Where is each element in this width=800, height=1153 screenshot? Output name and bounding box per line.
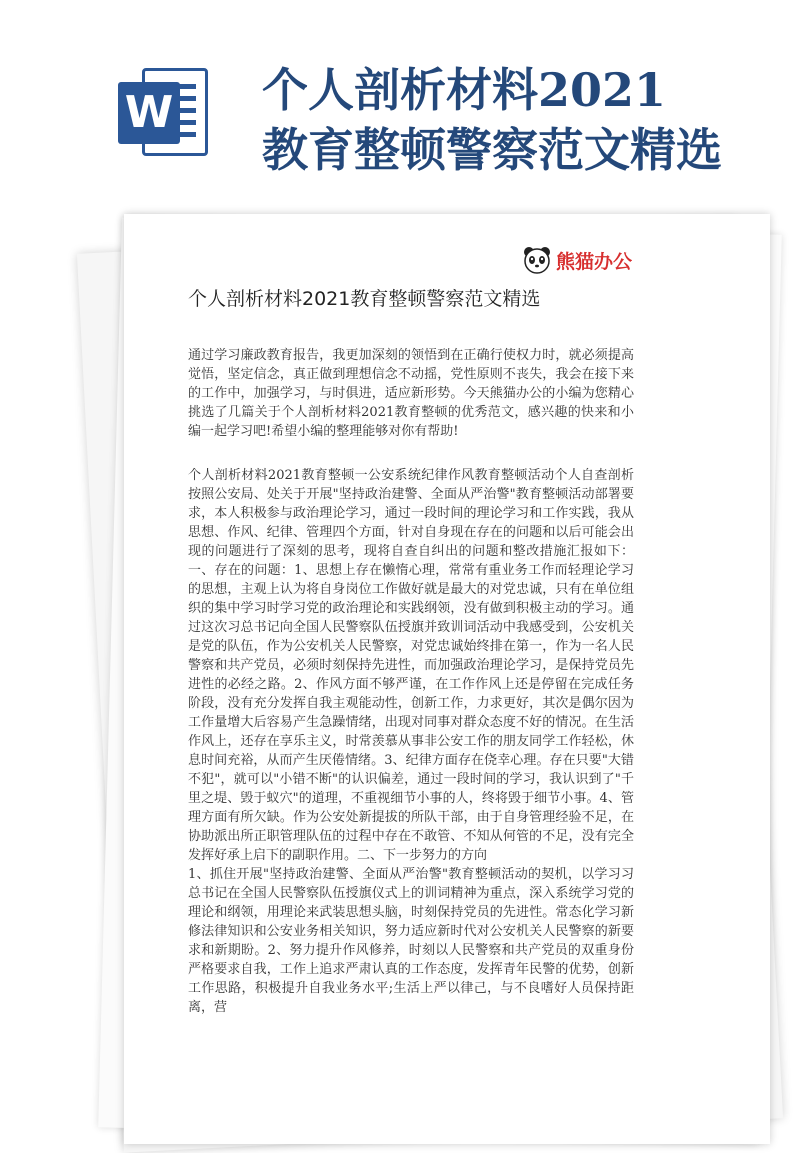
word-w-badge: W <box>118 82 180 144</box>
banner-title <box>262 60 782 180</box>
intro-paragraph: 通过学习廉政教育报告，我更加深刻的领悟到在正确行使权力时，就必须提高觉悟，坚定信念，真正做到理想信念不动摇，党性原则不丧失，我会在接下来的工作中，加强学习，与时俱进，适应新形势。今天熊猫办公的小编为您精心挑选了几篇关于个人剖析材料2021教育整顿的优秀范文，感兴趣的快来和小编一起学习吧!希望小编的整理能够对你有帮助! <box>188 348 634 439</box>
logo-text: 熊猫办公 <box>556 250 633 273</box>
main-body <box>188 466 634 1017</box>
banner-title-line1: 个人剖析材料2021 <box>262 63 667 117</box>
banner-title-line2: 教育整顿警察范文精选 <box>262 123 722 177</box>
banner <box>0 0 800 200</box>
document-title: 个人剖析材料2021教育整顿警察范文精选 <box>188 288 541 310</box>
body-paragraph-2: 1、抓住开展"坚持政治建警、全面从严治警"教育整顿活动的契机，以学习习总书记在全国人民警察队伍授旗仪式上的训词精神为重点，深入系统学习党的理论和纲领，用理论来武装思想头脑，时刻保持党员的先进性。常态化学习新修法律知识和公安业务相关知识，努力适应新时代对公安机关人民警察的新要求和新期盼。2、努力提升作风修养，时刻以人民警察和共产党员的双重身份严格要求自我，工作上追求严肃认真的工作态度，发挥青年民警的优势，创新工作思路，积极提升自我业务水平;生活上严以律己，与不良嗜好人员保持距离，营 <box>188 867 634 1015</box>
body-paragraph-1: 个人剖析材料2021教育整顿一公安系统纪律作风教育整顿活动个人自查剖析按照公安局、处关于开展"坚持政治建警、全面从严治警"教育整顿活动部署要求，本人积极参与政治理论学习，通过一段时间的理论学习和工作实践，我从思想、作风、纪律、管理四个方面，针对自身现在存在的问题和以后可能会出现的问题进行了深刻的思考，现将自查自纠出的问题和整改措施汇报如下：一、存在的问题：1、思想上存在懒惰心理，常常有重业务工作而轻理论学习的思想，主观上认为将自身岗位工作做好就是最大的对党忠诚，只有在单位组织的集中学习时学习党的政治理论和实践纲领，没有做到积极主动的学习。通过这次习总书记向全国人民警察队伍授旗并致训词活动中我感受到，公安机关是党的队伍，作为公安机关人民警察，对党忠诚始终排在第一，作为一名人民警察和共产党员，必须时刻保持先进性，而加强政治理论学习，是保持党员先进性的必经之路。2、作风方面不够严谨，在工作作风上还是停留在完成任务阶段，没有充分发挥自我主观能动性，创新工作，力求更好，其次是偶尔因为工作量增大后容易产生急躁情绪，出现对同事对群众态度不好的情况。在生活作风上，还存在享乐主义，时常羡慕从事非公安工作的朋友同学工作轻松，休息时间充裕，从而产生厌倦情绪。3、纪律方面存在侥幸心理。存在只要"大错不犯"，就可以"小错不断"的认识偏差，通过一段时间的学习，我认识到了"千里之堤、毁于蚁穴"的道理，不重视细节小事的人，终将毁于细节小事。4、管理方面有所欠缺。作为公安处新提拔的所队干部，由于自身管理经验不足，在协助派出所正职管理队伍的过程中存在不敢管、不知从何管的不足，没有完全发挥好承上启下的副职作用。二、下一步努力的方向 <box>188 468 634 863</box>
word-document-icon <box>112 60 216 164</box>
panda-icon <box>522 245 552 275</box>
panda-office-logo <box>522 244 632 276</box>
